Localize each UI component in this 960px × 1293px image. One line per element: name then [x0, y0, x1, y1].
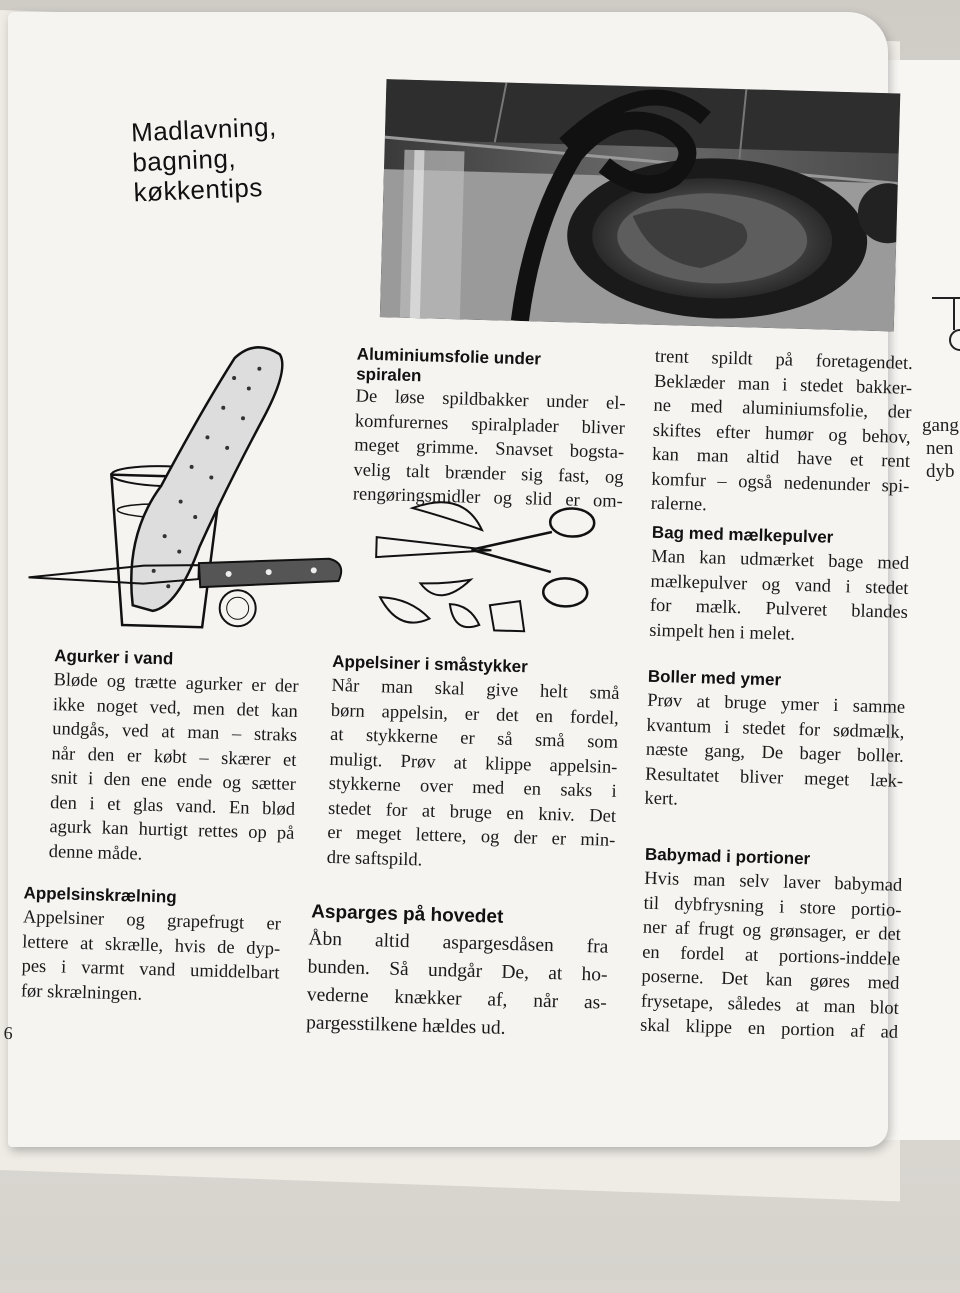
text-line: kvantum i stedet for sødmælk,: [646, 715, 905, 743]
page-number: 6: [3, 1022, 14, 1044]
text-line: kan man altid have et rent: [651, 444, 911, 472]
text-line: mælkepulver og vand i stedet: [650, 571, 909, 599]
text-line: komfurernes spiralplader bliver: [354, 410, 626, 439]
text-line: poserne. Det kan gøres med: [641, 966, 900, 994]
heading-boller: Boller med ymer: [647, 666, 782, 690]
body-maelkepulver: [649, 545, 910, 650]
text-line: er meget lettere, og der er min-: [327, 822, 616, 851]
text-line: muligt. Prøv at klippe appelsin-: [329, 749, 618, 778]
text-line: dre saftspild.: [326, 847, 423, 870]
body-appelsinskraelning: [21, 905, 282, 1010]
body-boller: [644, 689, 905, 819]
next-page-fragment: gang: [922, 415, 959, 436]
body-aluminiumsfolie: [353, 384, 626, 514]
cucumber-in-glass-illustration: [27, 332, 365, 641]
page-title: [130, 109, 344, 208]
text-line: bunden. Så undgår De, at ho-: [307, 956, 608, 986]
text-line: skiftes efter humør og behov,: [652, 420, 911, 448]
text-line: at stykkerne er så små som: [329, 724, 619, 753]
text-line: Bløde og trætte agurker er der: [53, 670, 299, 697]
text-line: Åbn altid aspargesdåsen fra: [308, 928, 609, 958]
text-line: før skrælningen.: [20, 980, 143, 1005]
heading-appelsinskraelning: Appelsinskrælning: [23, 883, 177, 907]
text-line: Resultatet bliver meget læk-: [644, 764, 904, 792]
text-line: stykkerne over med en saks i: [328, 773, 617, 802]
body-aluminiumsfolie-continued: [650, 345, 913, 524]
text-line: den i et glas vand. En blød: [49, 792, 296, 820]
stove-spiral-photo: [380, 79, 900, 331]
text-line: ne med aluminiumsfolie, der: [653, 395, 912, 423]
body-asparges: [306, 925, 609, 1045]
text-line: Beklæder man i stedet bakker-: [653, 371, 913, 399]
text-line: meget grimme. Snavset bogsta-: [353, 435, 625, 463]
text-line: rengøringsmidler og slid er om-: [352, 484, 624, 512]
text-line: for mælk. Pulveret blandes: [649, 595, 909, 623]
text-line: velig talt brænder sig fast, og: [353, 459, 624, 488]
body-appelsiner: [326, 674, 619, 878]
heading-agurker: Agurker i vand: [54, 646, 174, 669]
heading-appelsiner: Appelsiner i småstykker: [331, 651, 529, 677]
text-line: til dybfrysning i store portio-: [643, 893, 902, 921]
text-line: agurk kan hurtigt rettes op på: [49, 817, 295, 844]
text-line: undgås, ved at man – straks: [51, 719, 298, 746]
heading-babymad: Babymad i portioner: [644, 844, 811, 869]
text-line: ralerne.: [650, 493, 707, 516]
heading-aluminiumsfolie: [356, 344, 541, 389]
title-line: køkkentips: [132, 172, 264, 208]
text-line: simpelt hen i melet.: [648, 620, 796, 645]
text-line: Hvis man selv laver babymad: [644, 868, 903, 896]
text-line: komfur – også nedenunder spi-: [651, 469, 910, 497]
text-line: skal klippe en portion af ad: [639, 1015, 899, 1043]
heading-asparges: Asparges på hovedet: [310, 901, 504, 928]
body-babymad: [640, 867, 903, 1046]
text-line: Prøv at bruge ymer i samme: [646, 690, 906, 718]
text-line: frysetape, således at man blot: [640, 991, 900, 1019]
text-line: kert.: [644, 788, 679, 810]
next-page-fragment: nen: [926, 438, 954, 459]
title-line: Madlavning,: [130, 111, 278, 148]
text-line: lettere at skrælle, hvis de dyp-: [21, 931, 281, 960]
heading-maelkepulver: Bag med mælkepulver: [651, 522, 834, 547]
text-line: De løse spildbakker under el-: [355, 386, 626, 414]
title-line: bagning,: [131, 143, 237, 178]
text-line: pargesstilkene hældes ud.: [305, 1012, 506, 1039]
text-line: når den er købt – skærer et: [51, 743, 297, 771]
text-line: Man kan udmærket bage med: [650, 546, 910, 574]
text-line: trent spildt på foretagendet.: [654, 346, 914, 374]
text-line: Når man skal give helt små: [331, 675, 620, 704]
text-line: vederne knækker af, når as-: [306, 984, 608, 1014]
text-line: næste gang, De bager boller.: [645, 739, 905, 767]
text-line: denne måde.: [48, 841, 143, 865]
text-line: pes i varmt vand umiddelbart: [21, 956, 280, 984]
text-line: en fordel at portions-inddele: [641, 942, 901, 970]
text-line: børn appelsin, er det en fordel,: [330, 700, 620, 729]
text-line: stedet for at bruge en kniv. Det: [327, 798, 617, 827]
next-page-fragment: dyb: [926, 461, 955, 482]
text-line: snit i den ene ende og sætter: [50, 768, 297, 795]
body-agurker: [48, 668, 298, 871]
text-line: ikke noget ved, men det kan: [52, 694, 299, 722]
heading-line: Aluminiumsfolie under: [356, 344, 542, 369]
text-line: ner af frugt og grønsager, er det: [642, 917, 902, 945]
text-line: Appelsiner og grapefrugt er: [22, 907, 282, 935]
heading-line: spiralen: [355, 364, 422, 386]
